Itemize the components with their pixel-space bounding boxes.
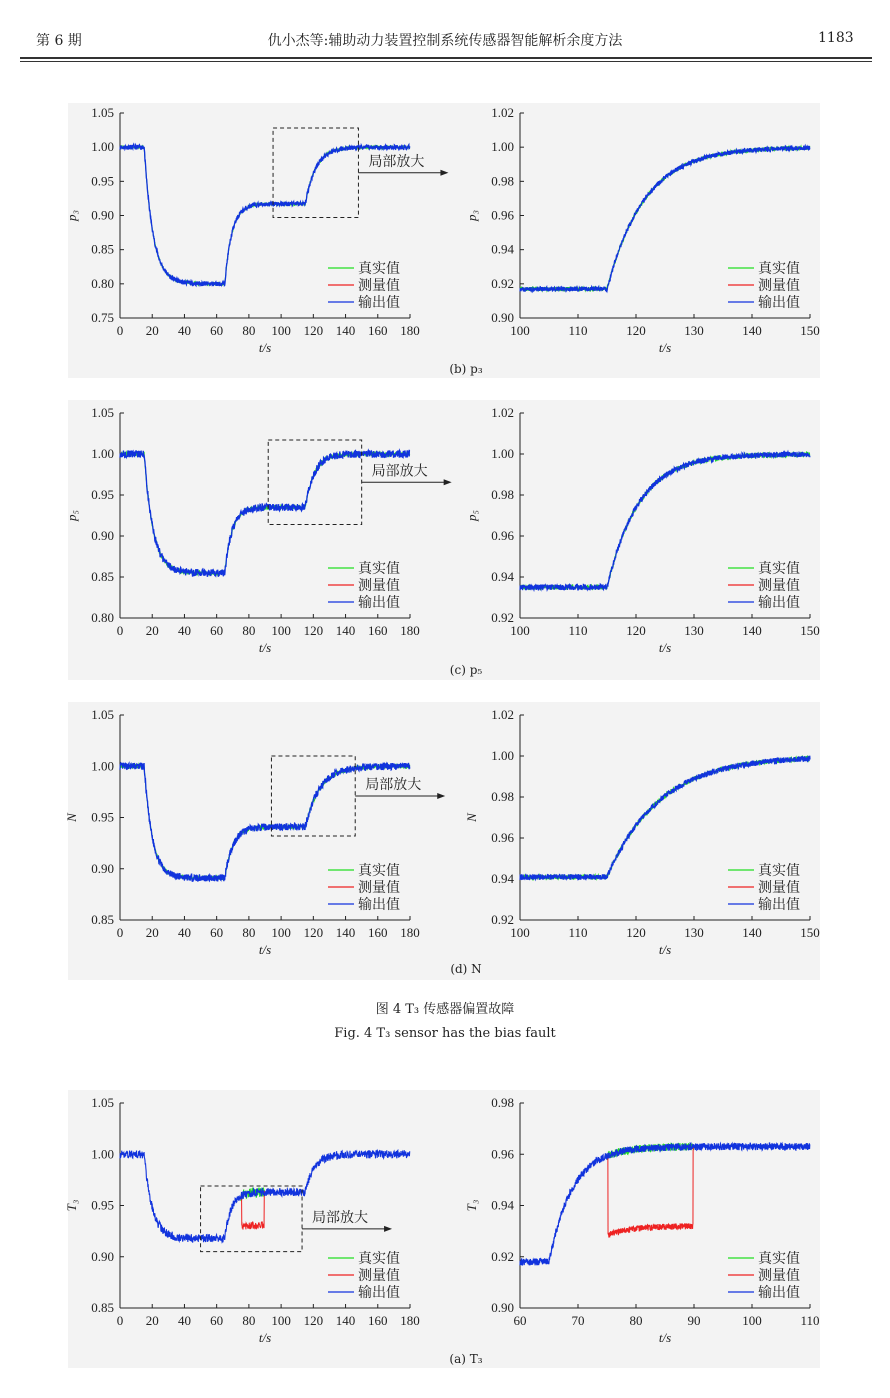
- panel-c-zoom-y-tick-label: 0.92: [491, 610, 514, 625]
- panel-a-full-x-tick-label: 180: [400, 1313, 420, 1328]
- panel-d-full-legend-label: 真实值: [358, 864, 400, 879]
- panel-b-full-x-tick-label: 120: [303, 323, 324, 338]
- panel-b-full-y-label: p₃: [64, 209, 79, 222]
- panel-a-full-x-tick-label: 40: [177, 1313, 191, 1328]
- panel-a-full-y-tick-label: 0.95: [91, 1197, 114, 1213]
- panel-a-full-y-tick-label: 0.90: [91, 1248, 114, 1264]
- panel-c-zoom-y-label: p₅: [464, 509, 479, 522]
- panel-b-zoom-chart: [464, 105, 820, 355]
- panel-a-zoom-legend-label: 输出值: [758, 1286, 800, 1301]
- panel-c-full-legend-label: 测量值: [358, 579, 400, 594]
- panel-c-zoom-chart: [464, 405, 820, 655]
- panel-b-zoom-y-tick-label: 0.92: [491, 275, 514, 291]
- panel-b-zoom-x-tick-label: 120: [626, 323, 646, 338]
- panel-d-full-y-tick-label: 1.00: [91, 758, 114, 774]
- panel-b-zoom-legend-label: 输出值: [758, 296, 800, 311]
- panel-c-full-y-tick-label: 1.00: [91, 446, 114, 461]
- panel-a-zoom-y-tick-label: 0.98: [491, 1095, 514, 1110]
- panel-d-zoom-legend-label: 测量值: [758, 881, 800, 896]
- panel-d-zoom-x-tick-label: 120: [626, 925, 646, 940]
- panel-d-full-x-tick-label: 40: [177, 925, 191, 940]
- panel-b-full-y-tick-label: 0.95: [91, 173, 114, 189]
- panel-a-full-x-tick-label: 0: [116, 1313, 124, 1328]
- panel-c-full-legend-label: 输出值: [358, 596, 400, 611]
- panel-a-full-x-tick-label: 100: [271, 1313, 291, 1328]
- panel-c-full-y-tick-label: 0.90: [91, 528, 114, 543]
- panel-d-full-x-tick-label: 80: [242, 925, 256, 940]
- panel-b-full-x-tick-label: 20: [145, 323, 159, 338]
- panel-b-full-chart: [64, 105, 425, 355]
- panel-a-full-y-tick-label: 0.85: [91, 1300, 114, 1315]
- panel-a-zoom-measured-line: [607, 1145, 694, 1238]
- panel-d-full-chart: [64, 707, 422, 957]
- panel-b-zoom-y-tick-label: 0.90: [491, 310, 514, 325]
- panel-b-full-y-tick-label: 0.85: [91, 241, 114, 257]
- panel-a-full-legend-label: 测量值: [358, 1269, 400, 1284]
- panel-d-zoom-x-tick-label: 140: [742, 925, 762, 940]
- panel-c-zoom-y-tick-label: 1.02: [491, 405, 514, 420]
- panel-c-zoom-x-tick-label: 120: [626, 623, 646, 638]
- panel-c-full-x-label: t/s: [258, 640, 272, 655]
- panel-c-zoom-x-tick-label: 140: [742, 623, 762, 638]
- panel-c-full-y-label: p₅: [64, 509, 79, 522]
- panel-a-full-x-tick-label: 60: [210, 1313, 224, 1328]
- panel-b-full-x-tick-label: 0: [116, 323, 124, 338]
- panel-c-zoom-y-tick-label: 1.00: [491, 446, 514, 461]
- panel-b-zoom-label: 局部放大: [368, 154, 425, 170]
- panel-b-full-y-tick-label: 1.00: [91, 139, 114, 155]
- panel-b-zoom-legend-label: 测量值: [758, 279, 800, 294]
- panel-c-zoom-x-tick-label: 150: [800, 623, 820, 638]
- panel-a-zoom-output-line: [520, 1143, 810, 1265]
- panel-b-zoom-x-tick-label: 130: [684, 323, 704, 338]
- panel-a-full-x-label: t/s: [258, 1330, 272, 1345]
- panel-a-full-x-tick-label: 160: [368, 1313, 388, 1328]
- panel-d-full-y-label: N: [64, 813, 79, 822]
- panel-a-zoom-series: [520, 1143, 810, 1265]
- panel-a-full-measured-line: [241, 1191, 265, 1229]
- panel-d-full-x-tick-label: 180: [400, 925, 420, 940]
- panel-b-full-x-tick-label: 60: [210, 323, 224, 338]
- panel-c-zoom-label: 局部放大: [371, 464, 428, 480]
- panel-b-full-y-tick-label: 0.80: [91, 275, 114, 291]
- panel-b-zoom-y-label: p₃: [464, 209, 479, 222]
- panel-b-zoom-x-tick-label: 110: [568, 323, 588, 338]
- panel-b-zoom-y-tick-label: 1.00: [491, 139, 514, 155]
- panel-b-zoom-y-tick-label: 1.02: [491, 105, 514, 120]
- panel-a-caption: (a) T₃: [449, 1352, 483, 1366]
- panel-a-zoom-legend-label: 测量值: [758, 1269, 800, 1284]
- panel-a-full-y-tick-label: 1.00: [91, 1146, 114, 1162]
- panel-b-full-x-label: t/s: [258, 340, 272, 355]
- panel-b-full-x-tick-label: 100: [271, 323, 291, 338]
- panel-a-zoom-x-tick-label: 70: [571, 1313, 585, 1328]
- panel-c-full-legend-label: 真实值: [358, 562, 400, 577]
- panel-d-zoom-legend-label: 真实值: [758, 864, 800, 879]
- panel-c-full-x-tick-label: 120: [303, 623, 324, 638]
- panel-c-zoom-x-tick-label: 100: [510, 623, 530, 638]
- panel-a-zoom-y-label: T₃: [464, 1199, 479, 1212]
- panel-c-zoom-legend-label: 输出值: [758, 596, 800, 611]
- panel-a-zoom-x-tick-label: 60: [513, 1313, 527, 1328]
- panel-d-zoom-legend-label: 输出值: [758, 898, 800, 913]
- panel-a-zoom-x-label: t/s: [658, 1330, 672, 1345]
- panel-c-full-y-tick-label: 0.95: [91, 487, 114, 502]
- panel-d-zoom-x-tick-label: 100: [510, 925, 530, 940]
- panel-c-zoom-y-tick-label: 0.98: [491, 487, 514, 502]
- panel-b-full-x-tick-label: 40: [177, 323, 191, 338]
- panel-d-full-y-tick-label: 0.85: [91, 912, 114, 927]
- panel-a-full-y-tick-label: 1.05: [91, 1095, 114, 1110]
- panel-c-zoom-legend-label: 真实值: [758, 562, 800, 577]
- panel-b-zoom-x-label: t/s: [658, 340, 672, 355]
- header-rule-thin: [20, 61, 872, 62]
- panel-d-zoom-y-label: N: [464, 813, 479, 822]
- panel-c-zoom-x-label: t/s: [658, 640, 672, 655]
- panel-d-full-y-tick-label: 0.90: [91, 860, 114, 876]
- figure-caption-en: Fig. 4 T₃ sensor has the bias fault: [334, 1026, 556, 1041]
- panel-b-full-x-tick-label: 80: [242, 323, 256, 338]
- panel-d-full-x-tick-label: 140: [335, 925, 356, 940]
- panel-c-zoom-legend-label: 测量值: [758, 579, 800, 594]
- panel-d-full-x-tick-label: 100: [271, 925, 291, 940]
- panel-c-full-x-tick-label: 140: [335, 623, 356, 638]
- panel-d-zoom-true-line: [520, 756, 810, 879]
- panel-c-zoom-y-tick-label: 0.96: [491, 528, 514, 543]
- panel-b-zoom-y-tick-label: 0.98: [491, 173, 514, 189]
- panel-d-zoom-label: 局部放大: [365, 777, 422, 793]
- panel-b-full-y-tick-label: 0.90: [91, 207, 114, 223]
- panel-d-full-x-tick-label: 0: [116, 925, 124, 940]
- panel-b-full-legend-label: 测量值: [358, 279, 400, 294]
- panel-d-zoom-output-line: [520, 756, 810, 880]
- panel-d-full-legend-label: 输出值: [358, 898, 400, 913]
- panel-d-zoom-y-tick-label: 0.96: [491, 830, 514, 845]
- panel-c-full-y-tick-label: 0.80: [91, 610, 114, 625]
- panel-d-zoom-chart: [464, 707, 820, 957]
- panel-c-full-x-tick-label: 80: [242, 623, 256, 638]
- panel-c-full-y-tick-label: 0.85: [91, 569, 114, 584]
- panel-d-zoom-y-tick-label: 0.94: [491, 871, 514, 886]
- panel-c-full-x-tick-label: 180: [400, 623, 420, 638]
- panel-b-full-x-tick-label: 140: [335, 323, 356, 338]
- panel-c-full-x-tick-label: 100: [271, 623, 291, 638]
- panel-b-zoom-y-tick-label: 0.96: [491, 207, 514, 223]
- panel-b-full-x-tick-label: 160: [368, 323, 388, 338]
- panel-a-zoom-y-tick-label: 0.90: [491, 1300, 514, 1315]
- panel-d-full-y-tick-label: 0.95: [91, 809, 114, 825]
- panel-b-full-y-tick-label: 1.05: [91, 105, 114, 120]
- panel-c-full-output-line: [120, 450, 410, 576]
- panel-b-zoom-x-tick-label: 100: [510, 323, 530, 338]
- panel-c-zoom-x-tick-label: 130: [684, 623, 704, 638]
- panel-d-full-x-tick-label: 60: [210, 925, 224, 940]
- panel-c-full-x-tick-label: 60: [210, 623, 224, 638]
- panel-a-zoom-label: 局部放大: [312, 1210, 369, 1226]
- panel-c-zoom-x-tick-label: 110: [568, 623, 588, 638]
- panel-d-zoom-x-label: t/s: [658, 942, 672, 957]
- panel-d-zoom-x-tick-label: 110: [568, 925, 588, 940]
- panel-d-full-x-tick-label: 160: [368, 925, 388, 940]
- figure-caption-cn: 图 4 T₃ 传感器偏置故障: [375, 1002, 515, 1017]
- panel-d-full-legend-label: 测量值: [358, 881, 400, 896]
- panel-c-full-series: [120, 450, 410, 576]
- panel-a-zoom-y-tick-label: 0.92: [491, 1248, 514, 1264]
- panel-a-full-x-tick-label: 80: [242, 1313, 256, 1328]
- panel-a-full-legend-label: 输出值: [358, 1286, 400, 1301]
- panel-a-zoom-arrow-head: [384, 1226, 392, 1232]
- panel-d-full-y-tick-label: 1.05: [91, 707, 114, 722]
- panel-c-full-x-tick-label: 40: [177, 623, 191, 638]
- panel-a-zoom-y-tick-label: 0.96: [491, 1146, 514, 1162]
- panel-a-zoom-x-tick-label: 100: [742, 1313, 762, 1328]
- panel-c-full-chart: [64, 405, 428, 655]
- panel-b-zoom-x-tick-label: 140: [742, 323, 762, 338]
- journal-issue: 第 6 期: [36, 33, 82, 49]
- panel-d-zoom-series: [520, 756, 810, 880]
- panel-b-caption: (b) p₃: [449, 362, 483, 376]
- panel-a-zoom-legend-label: 真实值: [758, 1252, 800, 1267]
- panel-d-caption: (d) N: [450, 962, 482, 976]
- panel-d-zoom-x-tick-label: 130: [684, 925, 704, 940]
- panel-c-full-y-tick-label: 1.05: [91, 405, 114, 420]
- panel-a-zoom-y-tick-label: 0.94: [491, 1197, 514, 1213]
- panel-a-full-x-tick-label: 20: [145, 1313, 159, 1328]
- panel-c-caption: (c) p₅: [449, 663, 483, 677]
- panel-d-zoom-y-tick-label: 1.02: [491, 707, 514, 722]
- panel-d-full-x-tick-label: 20: [145, 925, 159, 940]
- panel-c-full-x-tick-label: 160: [368, 623, 388, 638]
- panel-a-zoom-chart: [464, 1095, 820, 1345]
- panel-b-full-y-tick-label: 0.75: [91, 310, 114, 325]
- panel-b-full-legend-label: 真实值: [358, 262, 400, 277]
- panel-a-zoom-x-tick-label: 90: [687, 1313, 701, 1328]
- panel-d-zoom-y-tick-label: 1.00: [491, 748, 514, 763]
- panel-c-full-x-tick-label: 20: [145, 623, 159, 638]
- panel-b-zoom-y-tick-label: 0.94: [491, 241, 514, 257]
- panel-d-zoom-y-tick-label: 0.92: [491, 912, 514, 927]
- panel-d-zoom-x-tick-label: 150: [800, 925, 820, 940]
- panel-a-zoom-x-tick-label: 110: [800, 1313, 820, 1328]
- panel-a-full-y-label: T₃: [64, 1199, 79, 1212]
- page-number: 1183: [818, 30, 854, 46]
- panel-d-full-x-tick-label: 120: [303, 925, 324, 940]
- panel-d-full-x-label: t/s: [258, 942, 272, 957]
- panel-b-zoom-legend-label: 真实值: [758, 262, 800, 277]
- panel-c-zoom-y-tick-label: 0.94: [491, 569, 514, 584]
- panel-b-zoom-x-tick-label: 150: [800, 323, 820, 338]
- panel-b-full-legend-label: 输出值: [358, 296, 400, 311]
- header-rule-thick: [20, 57, 872, 59]
- panel-d-zoom-y-tick-label: 0.98: [491, 789, 514, 804]
- panel-a-zoom-x-tick-label: 80: [629, 1313, 643, 1328]
- running-title: 仇小杰等:辅助动力装置控制系统传感器智能解析余度方法: [267, 33, 623, 49]
- panel-a-full-legend-label: 真实值: [358, 1252, 400, 1267]
- panel-a-full-x-tick-label: 140: [335, 1313, 356, 1328]
- panel-a-full-x-tick-label: 120: [303, 1313, 324, 1328]
- panel-c-full-x-tick-label: 0: [116, 623, 124, 638]
- panel-b-full-x-tick-label: 180: [400, 323, 420, 338]
- panel-a-full-chart: [64, 1095, 420, 1345]
